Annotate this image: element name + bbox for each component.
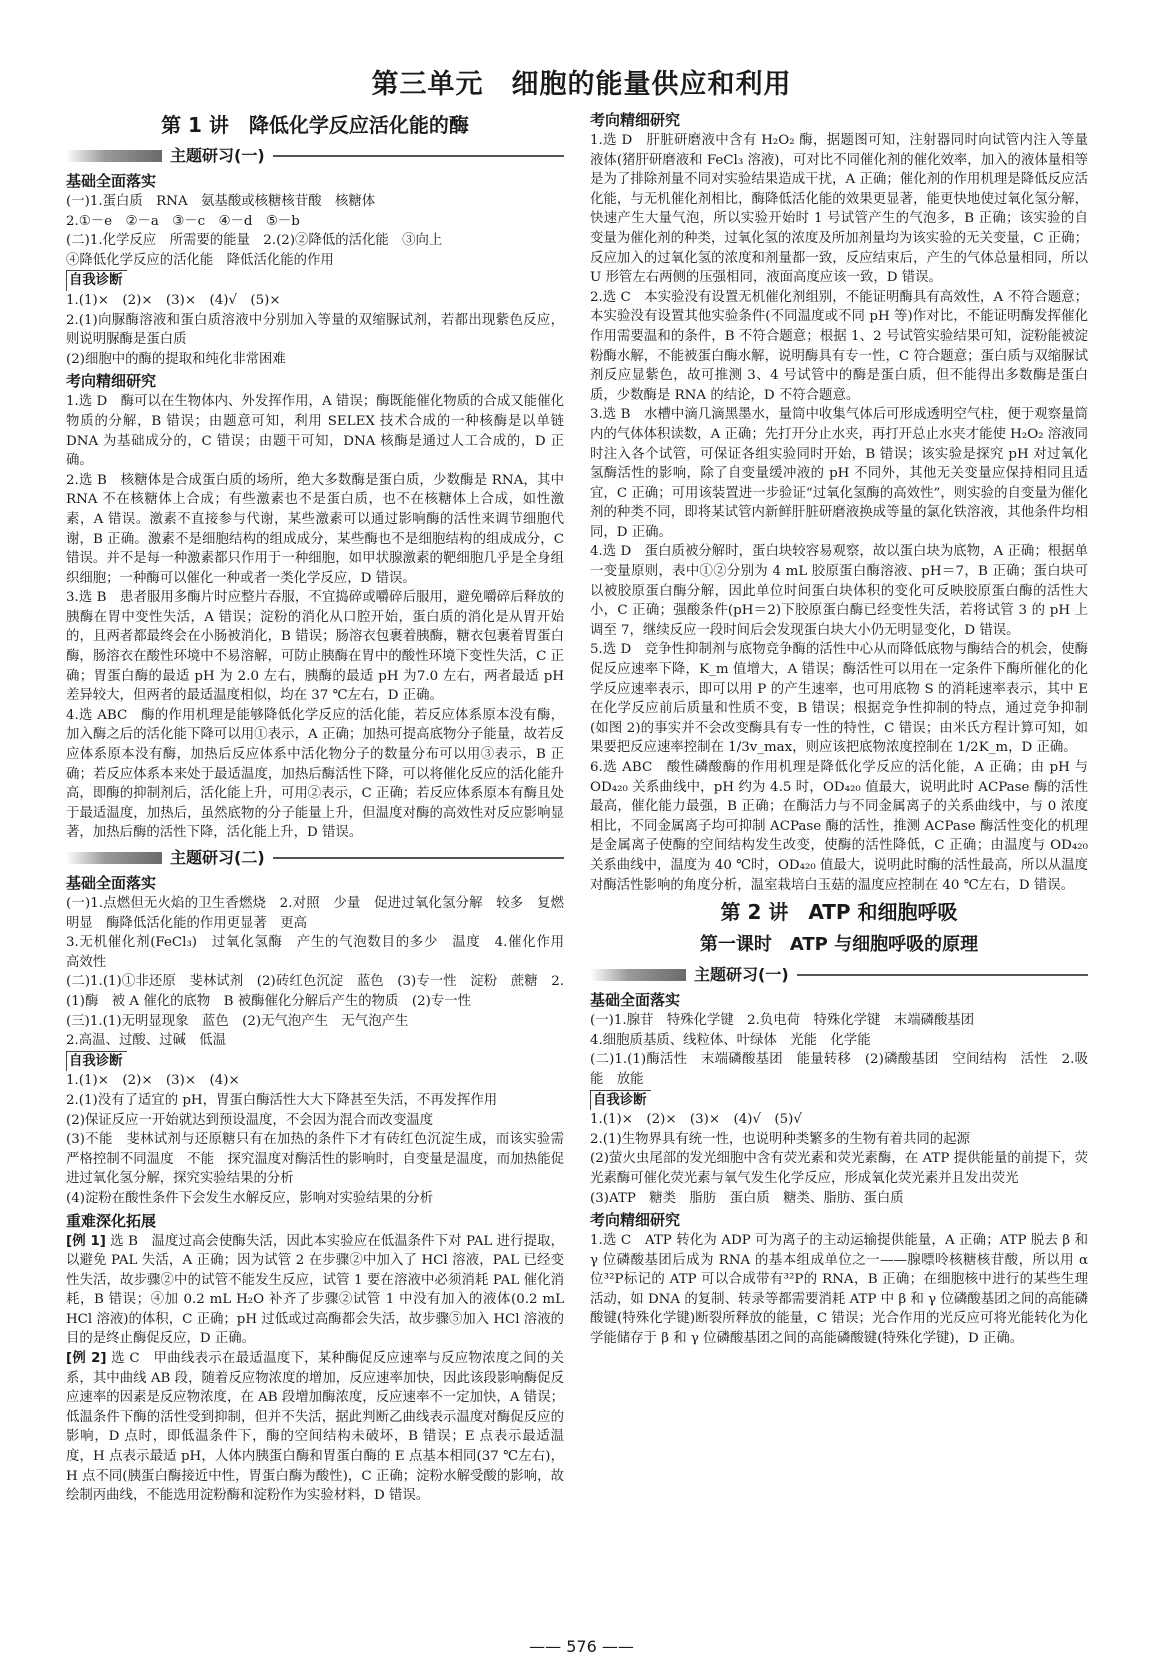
topic-label: 主题研习(二) [170,848,265,867]
topic-bar [66,150,162,162]
text-line: 1.(1)× (2)× (3)× (4)√ (5)√ [590,1112,802,1128]
example-1-text: 选 B 温度过高会使酶失活，因此本实验应在低温条件下对 PAL 进行提取，以避免 PAL 失活，A 正确；因为试管 2 在步骤②中加入了 HCl 溶液，PAL 已经变性失活，故步骤②中的试管不能发生反应，试管 1 要在溶液中必须消耗 PAL 催化消耗，B 错误；④加 0.2 mL H₂O 补齐了步骤②试管 1 中没有加入的液体(0.2 mL HCl 溶液)的体积，C 正确；pH 过低或过高酶都会失活，故步骤⑤加入 HCl 溶液的目的是终止酶促反应，D 正确。 [66,1233,564,1347]
self-diagnosis-heading-3: 自我诊断 [590,1090,651,1111]
section-heading-basics: 基础全面落实 [66,172,157,190]
example-2 [66,1349,564,1506]
self-diagnosis-heading-2: 自我诊断 [66,1051,127,1072]
basics-1-list [66,192,564,270]
text-line: 4.选 D 蛋白质被分解时，蛋白块较容易观察，故以蛋白块为底物，A 正确；根据单一变量原则，表中①②分别为 4 mL 胶原蛋白酶溶液、pH＝7，B 正确；蛋白块可以被胶原蛋白酶分解，因此单位时间蛋白块体积的变化可反映胶原蛋白酶的活性大小，C 正确；强酸条件(pH＝2)下胶原蛋白酶已经变性失活，若将试管 3 的 pH 上调至 7，继续反应一段时间后会发现蛋白块大小仍无明显变化，D 错误。 [590,544,1088,638]
text-line: (4)淀粉在酸性条件下会发生水解反应，影响对实验结果的分析 [66,1190,434,1206]
topic-heading-1 [66,144,564,168]
topic-bar [590,969,686,981]
research-2-list [590,131,1088,895]
text-line: 2.高温、过酸、过碱 低温 [66,1033,227,1049]
text-line: (二)1.(1)酶活性 末端磷酸基团 能量转移 (2)磷酸基团 空间结构 活性 2.吸能 放能 [590,1052,1088,1087]
text-line: (二)1.(1)①非还原 斐林试剂 (2)砖红色沉淀 蓝色 (3)专一性 淀粉 蔗糖 2.(1)酶 被 A 催化的底物 B 被酶催化分解后产生的物质 (2)专一性 [66,974,564,1009]
text-line: 2.(1)生物界具有统一性，也说明种类繁多的生物有着共同的起源 [590,1131,970,1147]
topic-label: 主题研习(一) [170,146,265,165]
section-heading-research-right: 考向精细研究 [590,111,681,129]
text-line: (2)萤火虫尾部的发光细胞中含有荧光素和荧光素酶，在 ATP 提供能量的前提下，荧光素酶可催化荧光素与氧气发生化学反应，形成氧化荧光素并且发出荧光 [590,1151,1088,1186]
example-1 [66,1232,564,1350]
text-line: 4.细胞质基质、线粒体、叶绿体 光能 化学能 [590,1032,871,1048]
text-line: (3)ATP 糖类 脂肪 蛋白质 糖类、脂肪、蛋白质 [590,1190,904,1206]
diagnosis-1-list [66,291,564,369]
text-line: 5.选 D 竞争性抑制剂与底物竞争酶的活性中心从而降低底物与酶结合的机会，使酶促反应速率下降，K_m 值增大，A 错误；酶活性可以用在一定条件下酶所催化的化学反应速率表示，即可以用 P 的产生速率，也可用底物 S 的消耗速率表示，其中 E 在化学反应前后质量和性质不变，B 错误；根据竞争性抑制的特点，通过竞争抑制(如图 2)的事实并不会改变酶具有专一性的特性，C 错误；由米氏方程计算可知，如果要把反应速率控制在 1/3v_max，则应该把底物浓度控制在 1/2K_m，D 正确。 [590,642,1088,756]
basics-2-list [66,894,578,1051]
text-line: (二)1.化学反应 所需要的能量 2.(2)②降低的活化能 ③向上 [66,233,443,249]
section-heading-basics-2: 基础全面落实 [66,874,157,892]
topic-underline [797,974,1088,976]
text-line: (一)1.点燃但无火焰的卫生香燃烧 2.对照 少量 促进过氧化氢分解 较多 复燃明显 酶降低活化能的作用更显著 更高 [66,896,564,931]
lesson-1-title: 第一课时 ATP 与细胞呼吸的原理 [699,934,979,956]
diagnosis-2-list [66,1071,564,1208]
text-line: (3)不能 斐林试剂与还原糖只有在加热的条件下才有砖红色沉淀生成，而该实验需严格控制不同温度 不能 探究温度对酶活性的影响时，自变量是温度，而加热能促进过氧化氢分解，探究实验结果的分析 [66,1132,564,1187]
text-line: (一)1.蛋白质 RNA 氨基酸或核糖核苷酸 核糖体 [66,194,376,209]
text-line: (一)1.腺苷 特殊化学键 2.负电荷 特殊化学键 末端磷酸基团 [590,1013,975,1029]
page-number: —— 576 —— [529,1637,634,1656]
section-heading-deep: 重难深化拓展 [66,1211,157,1230]
text-line: 2.(1)向脲酶溶液和蛋白质溶液中分别加入等量的双缩脲试剂，若都出现紫色反应，则说明脲酶是蛋白质 [66,312,564,348]
lecture-1-title: 第 1 讲 降低化学反应活化能的酶 [161,113,469,137]
section-heading-basics-3: 基础全面落实 [590,991,681,1010]
text-line: (2)保证反应一开始就达到预设温度，不会因为混合而改变温度 [66,1112,434,1128]
text-line: 2.①－e ②－a ③－c ④－d ⑤－b [66,213,300,229]
text-line: 3.无机催化剂(FeCl₃) 过氧化氢酶 产生的气泡数目的多少 温度 4.催化作用 高效性 [66,935,578,970]
diagnosis-3-list [590,1110,1088,1208]
text-line: 3.选 B 水槽中滴几滴黑墨水，量筒中收集气体后可形成透明空气柱，便于观察量筒内的气体体积读数，A 正确；先打开分止水夹，再打开总止水夹才能使 H₂O₂ 溶液同时注入各个试管，可保证各组实验同时开始，B 错误；该实验是探究 pH 对过氧化氢酶活性的影响，除了自变量缓冲液的 pH 不同外，其他无关变量应保持相同且适宜，C 正确；可用该装置进一步验证“过氧化氢酶的高效性”，则实验的自变量为催化剂的种类不同，即将某试管内新鲜肝脏研磨液换成等量的氯化铁溶液，其他条件均相同，D 正确。 [590,407,1088,540]
text-line: ④降低化学反应的活化能 降低活化能的作用 [66,252,334,268]
research-3-list [590,1231,1088,1349]
text-line: 6.选 ABC 酸性磷酸酶的作用机理是降低化学反应的活化能，A 正确；由 pH 与 OD₄₂₀ 关系曲线中，pH 约为 4.5 时，OD₄₂₀ 值最大，说明此时 ACPase 酶的活性最高，催化能力最强，B 正确；在酶活力与不同金属离子的关系曲线中，与 0 浓度相比，不同金属离子均可抑制 ACPase 酶的活性，推测 ACPase 酶活性变化的机理是金属离子使酶的空间结构发生改变，使酶的活性降低，C 正确；由温度与 OD₄₂₀ 关系曲线中，温度为 40 ℃时，OD₄₂₀ 值最大，说明此时酶的活性最高，所以从温度对酶活性影响的角度分析，温室栽培白玉菇的温度应控制在 40 ℃左右，D 错误。 [590,760,1088,893]
self-diagnosis-heading: 自我诊断 [66,270,127,291]
text-line: 1.(1)× (2)× (3)× (4)√ (5)× [66,292,281,308]
section-heading-research: 考向精细研究 [66,372,157,391]
lecture-2-title: 第 2 讲 ATP 和细胞呼吸 [720,900,958,925]
basics-3-list [590,1011,1088,1089]
text-line: 4.选 ABC 酶的作用机理是能够降低化学反应的活化能，若反应体系原本没有酶，加入酶之后的活化能下降可以用①表示，A 正确；加热可提高底物分子能量，故若反应体系原本没有酶，加热后反应体系中活化物分子的数量分布可以用③表示，B 正确；若反应体系本来处于最适温度，加热后酶活性下降，可以将催化反应的活化能升高，即酶的抑制剂后，活化能上升，可用②表示，C 正确；若反应体系原本有酶且处于最适温度，加热后，虽然底物的分子能量上升，但温度对酶的高效性对反应影响显著，加热后酶的活性下降，活化能上升，D 错误。 [66,707,564,841]
example-2-text: 选 C 甲曲线表示在最适温度下，某种酶促反应速率与反应物浓度之间的关系，其中曲线 AB 段，随着反应物浓度的增加，反应速率加快，因此该段影响酶促反应速率的因素是反应物浓度，在 AB 段增加酶浓度，反应速率不一定加快，A 错误；低温条件下酶的活性受到抑制，但并不失活，据此判断乙曲线表示温度对酶促反应的影响，D 点时，即低温条件下，酶的空间结构未破坏，B 错误；E 点表示最适温度，H 点表示最适 pH，人体内胰蛋白酶和胃蛋白酶的 E 点基本相同(37 ℃左右)，H 点不同(胰蛋白酶接近中性，胃蛋白酶为酸性)，C 正确；淀粉水解受酸的影响，故绘制丙曲线，不能选用淀粉酶和淀粉作为实验材料，D 错误。 [66,1351,564,1504]
topic-label: 主题研习(一) [694,965,789,985]
left-column [66,108,578,1506]
text-line: (三)1.(1)无明显现象 蓝色 (2)无气泡产生 无气泡产生 [66,1013,409,1029]
text-line: 2.选 B 核糖体是合成蛋白质的场所，绝大多数酶是蛋白质，少数酶是 RNA，其中 RNA 不在核糖体上合成；有些激素也不是蛋白质，也不在核糖体上合成，如性激素，A 错误。激素不直接参与代谢，某些激素可以通过影响酶的活性来调节细胞代谢，B 正确。激素不是细胞结构的组成成分，某些酶也不是细胞结构的组成成分，C 错误。并不是每一种激素都只作用于一种细胞，如甲状腺激素的靶细胞几乎是全身组织细胞；一种酶可以催化一种或者一类化学反应，D 错误。 [66,472,564,586]
text-line: 1.选 D 酶可以在生物体内、外发挥作用，A 错误；酶既能催化物质的合成又能催化物质的分解，B 错误；由题意可知，利用 SELEX 技术合成的一种核酶是以单链 DNA 为基础成分的，C 错误；由题干可知，DNA 核酶是通过人工合成的，D 正确。 [66,394,564,469]
text-line: (2)细胞中的酶的提取和纯化非常困难 [66,351,286,367]
unit-title: 第三单元 细胞的能量供应和利用 [371,69,792,100]
text-line: 1.选 D 肝脏研磨液中含有 H₂O₂ 酶，据题图可知，注射器同时向试管内注入等量液体(猪肝研磨液和 FeCl₃ 溶液)，可对比不同催化剂的催化效率，加入的液体量相等是为了排除剂量不同对实验结果造成干扰，A 正确；催化剂的作用机理是降低反应活化能，与无机催化剂相比，酶降低活化能的效果更显著，能更快地使过氧化氢分解，快速产生大量气泡，所以实验开始时 1 号试管产生的气泡多，B 正确；该实验的自变量为催化剂的种类，过氧化氢的浓度及所加剂量均为该实验的无关变量，C 正确；反应加入的过氧化氢的浓度和剂量都一致，反应结束后，产生的气体总量相同，所以 U 形管左右两侧的压强相同，液面高度应该一致，D 错误。 [590,133,1088,286]
text-line: 1.选 C ATP 转化为 ADP 可为离子的主动运输提供能量，A 正确；ATP 脱去 β 和 γ 位磷酸基团后成为 RNA 的基本组成单位之一——腺嘌呤核糖核苷酸，所以用 α 位³²P标记的 ATP 可以合成带有³²P的 RNA，B 正确；在细胞核中进行的某些生理活动，如 DNA 的复制、转录等都需要消耗 ATP 中 β 和 γ 位磷酸基团之间的高能磷酸键(特殊化学键)断裂所释放的能量，C 错误；光合作用的光反应可将光能转化为化学能储存于 β 和 γ 位磷酸基团之间的高能磷酸键(特殊化学键)，D 正确。 [590,1233,1088,1347]
example-1-label: [例 1] [66,1233,106,1249]
topic-heading-3 [590,963,1088,987]
section-heading-research-3: 考向精细研究 [590,1211,681,1230]
text-line: 1.(1)× (2)× (3)× (4)× [66,1073,240,1089]
topic-bar [66,852,162,864]
right-column [590,108,1088,1349]
topic-underline [273,857,564,859]
topic-underline [273,155,564,157]
text-line: 2.(1)没有了适宜的 pH，胃蛋白酶活性大大下降甚至失活，不再发挥作用 [66,1092,498,1108]
research-1-list [66,392,564,843]
text-line: 3.选 B 患者服用多酶片时应整片吞服，不宜捣碎或嚼碎后服用，避免嚼碎后释放的胰酶在胃中变性失活，A 错误；淀粉的消化从口腔开始，蛋白质的消化是从胃开始的，且两者都最终会在小肠被消化，B 错误；肠溶衣包裹着胰酶，糖衣包裹着胃蛋白酶，肠溶衣在酸性环境中不易溶解，可防止胰酶在胃中的酸性环境下变性失活，C 正确；胃蛋白酶的最适 pH 为 2.0 左右，胰酶的最适 pH 为7.0 左右，两者最适 pH 差异较大，但两者的最适温度相似，均在 37 ℃左右，D 正确。 [66,590,564,704]
example-2-label: [例 2] [66,1351,107,1367]
topic-heading-2 [66,846,564,870]
text-line: 2.选 C 本实验没有设置无机催化剂组别，不能证明酶具有高效性，A 不符合题意；本实验没有设置其他实验条件(不同温度或不同 pH 等)作对比，不能证明酶发挥催化作用需要温和的条件，B 不符合题意；根据 1、2 号试管实验结果可知，淀粉能被淀粉酶水解，不能被蛋白酶水解，说明酶具有专一性，C 符合题意；蛋白质与双缩脲试剂反应显紫色，故可推测 3、4 号试管中的酶是蛋白质，但不能得出多数酶是蛋白质，少数酶是 RNA 的结论，D 不符合题意。 [590,289,1088,403]
